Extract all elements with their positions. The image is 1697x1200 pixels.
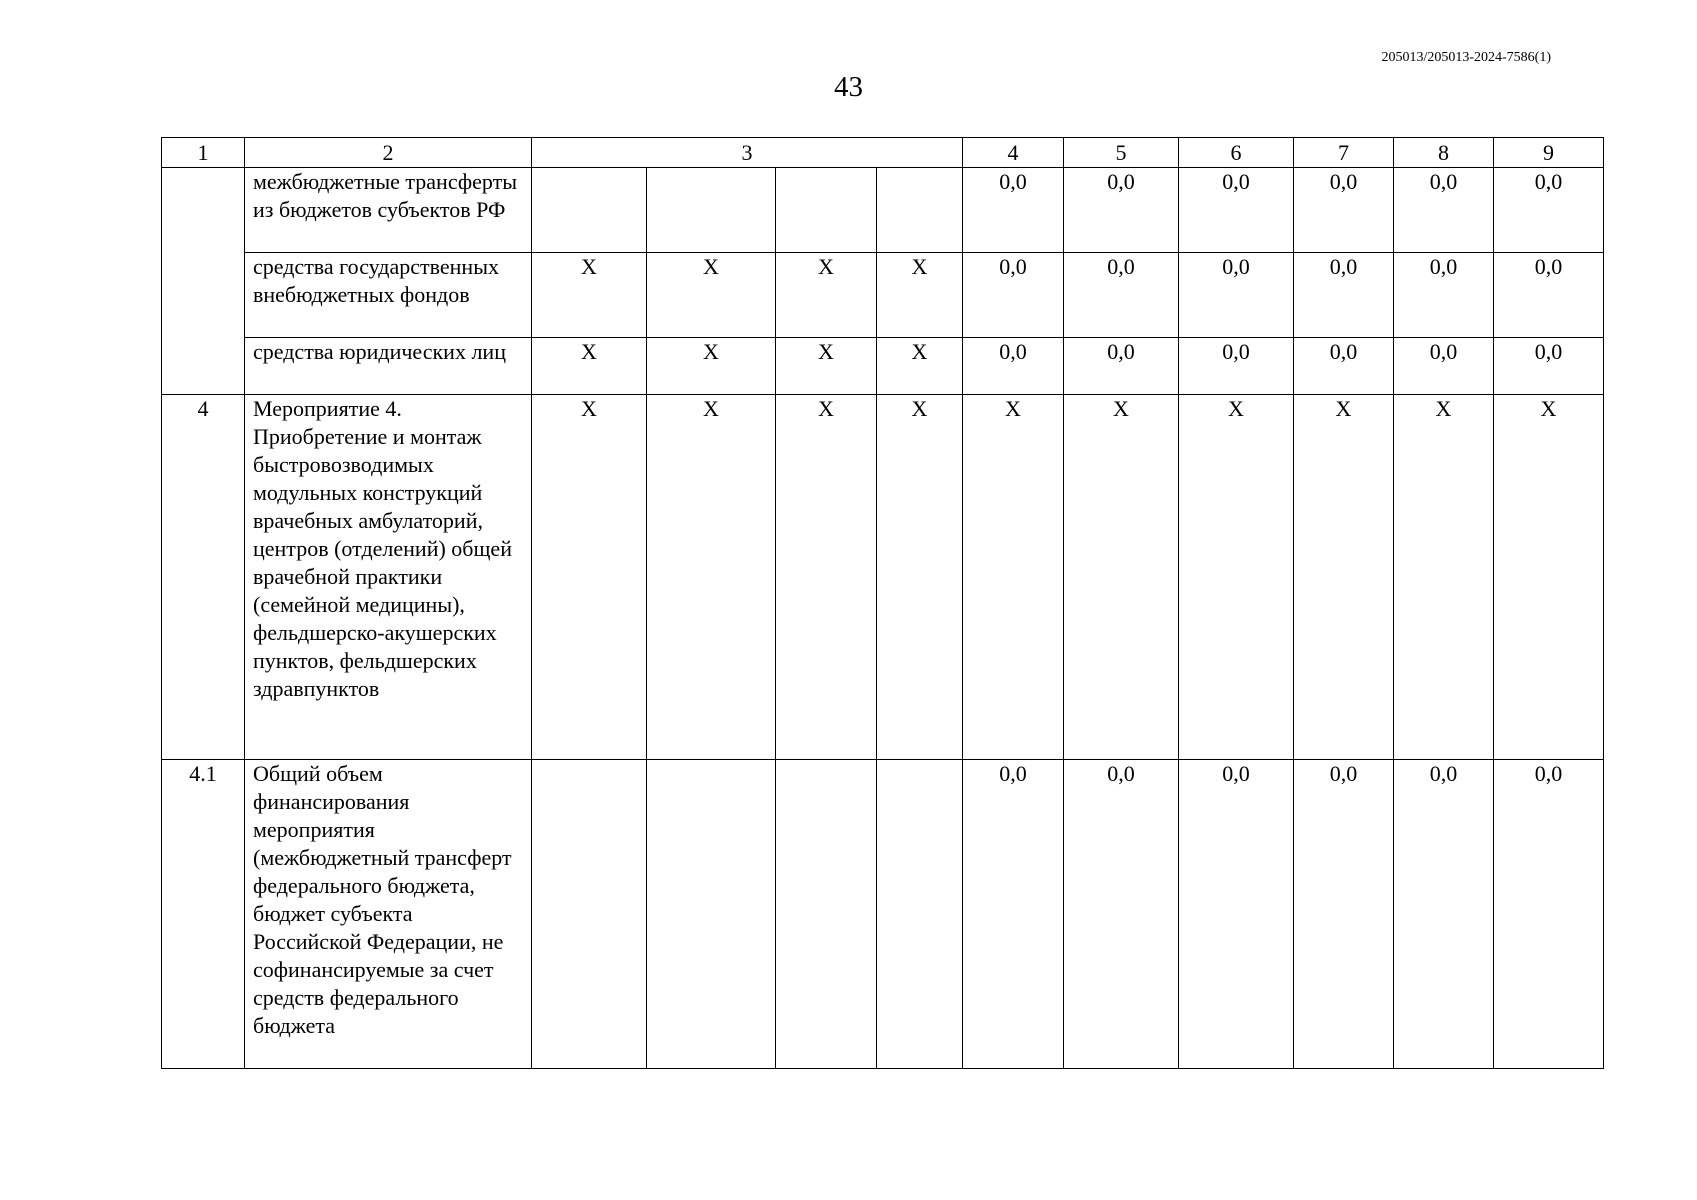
table-cell: X xyxy=(776,338,877,395)
table-cell xyxy=(776,168,877,253)
table-cell xyxy=(647,168,776,253)
table-row xyxy=(162,760,1604,1069)
column-header: 2 xyxy=(245,138,532,168)
table-cell: 0,0 xyxy=(1294,760,1394,1069)
table-cell: 0,0 xyxy=(963,338,1064,395)
table-cell: 0,0 xyxy=(1064,338,1179,395)
table-row xyxy=(162,338,1604,395)
table-cell: X xyxy=(647,395,776,760)
table-cell: X xyxy=(532,338,647,395)
table-cell: 0,0 xyxy=(1064,760,1179,1069)
table-cell: X xyxy=(877,338,963,395)
table-cell xyxy=(532,760,647,1069)
row-label: межбюджетные трансферты из бюджетов субъектов РФ xyxy=(245,168,532,253)
table-cell: X xyxy=(532,395,647,760)
table-cell: 0,0 xyxy=(963,253,1064,338)
table-cell: 0,0 xyxy=(1494,168,1604,253)
table-cell: 0,0 xyxy=(1179,338,1294,395)
table-cell: X xyxy=(1179,395,1294,760)
table-cell: 0,0 xyxy=(963,760,1064,1069)
page-number: 43 xyxy=(834,71,863,103)
table-row xyxy=(162,253,1604,338)
table-cell: 0,0 xyxy=(1394,338,1494,395)
table-cell: X xyxy=(776,395,877,760)
column-header: 1 xyxy=(162,138,245,168)
column-header: 4 xyxy=(963,138,1064,168)
table-cell: X xyxy=(647,338,776,395)
table-cell xyxy=(877,168,963,253)
table-cell: 0,0 xyxy=(1394,253,1494,338)
table-cell: X xyxy=(1064,395,1179,760)
table-cell: X xyxy=(1494,395,1604,760)
row-label: Мероприятие 4. Приобретение и монтаж быстровозводимых модульных конструкций врачебных амбулаторий, центров (отделений) общей врачебной практики (семейной медицины), фельдшерско-акушерских пунктов, фельдшерских здравпунктов xyxy=(245,395,532,760)
table-cell: X xyxy=(877,395,963,760)
column-header: 6 xyxy=(1179,138,1294,168)
table-cell: X xyxy=(532,253,647,338)
table-cell: X xyxy=(776,253,877,338)
table-cell: 0,0 xyxy=(1179,168,1294,253)
row-number: 4.1 xyxy=(162,760,245,1069)
table-cell xyxy=(877,760,963,1069)
table-cell: 0,0 xyxy=(1494,253,1604,338)
table-cell: X xyxy=(1394,395,1494,760)
column-header: 8 xyxy=(1394,138,1494,168)
row-number xyxy=(162,168,245,395)
table-cell: X xyxy=(647,253,776,338)
table-cell: 0,0 xyxy=(1394,168,1494,253)
budget-table xyxy=(161,137,1604,1069)
column-header: 7 xyxy=(1294,138,1394,168)
row-label: средства юридических лиц xyxy=(245,338,532,395)
table-cell: X xyxy=(1294,395,1394,760)
table-cell: 0,0 xyxy=(1064,253,1179,338)
table-cell: 0,0 xyxy=(1494,338,1604,395)
document-number: 205013/205013-2024-7586(1) xyxy=(1381,50,1551,65)
table-cell: 0,0 xyxy=(1179,253,1294,338)
table-cell: 0,0 xyxy=(1294,168,1394,253)
table-cell xyxy=(776,760,877,1069)
table-cell xyxy=(532,168,647,253)
table-cell: 0,0 xyxy=(1294,253,1394,338)
table-cell: X xyxy=(963,395,1064,760)
table-cell: 0,0 xyxy=(1064,168,1179,253)
row-number: 4 xyxy=(162,395,245,760)
column-header: 3 xyxy=(532,138,963,168)
table-cell: 0,0 xyxy=(1394,760,1494,1069)
table-cell: 0,0 xyxy=(1294,338,1394,395)
table-cell: X xyxy=(877,253,963,338)
table-cell: 0,0 xyxy=(1494,760,1604,1069)
table-cell xyxy=(647,760,776,1069)
table-cell: 0,0 xyxy=(1179,760,1294,1069)
table-row xyxy=(162,168,1604,253)
table-header-row xyxy=(162,138,1604,168)
table-cell: 0,0 xyxy=(963,168,1064,253)
column-header: 5 xyxy=(1064,138,1179,168)
row-label: средства государственных внебюджетных фондов xyxy=(245,253,532,338)
row-label: Общий объем финансирования мероприятия (межбюджетный трансферт федерального бюджета, бюджет субъекта Российской Федерации, не софинансируемые за счет средств федерального бюджета xyxy=(245,760,532,1069)
table-row xyxy=(162,395,1604,760)
column-header: 9 xyxy=(1494,138,1604,168)
